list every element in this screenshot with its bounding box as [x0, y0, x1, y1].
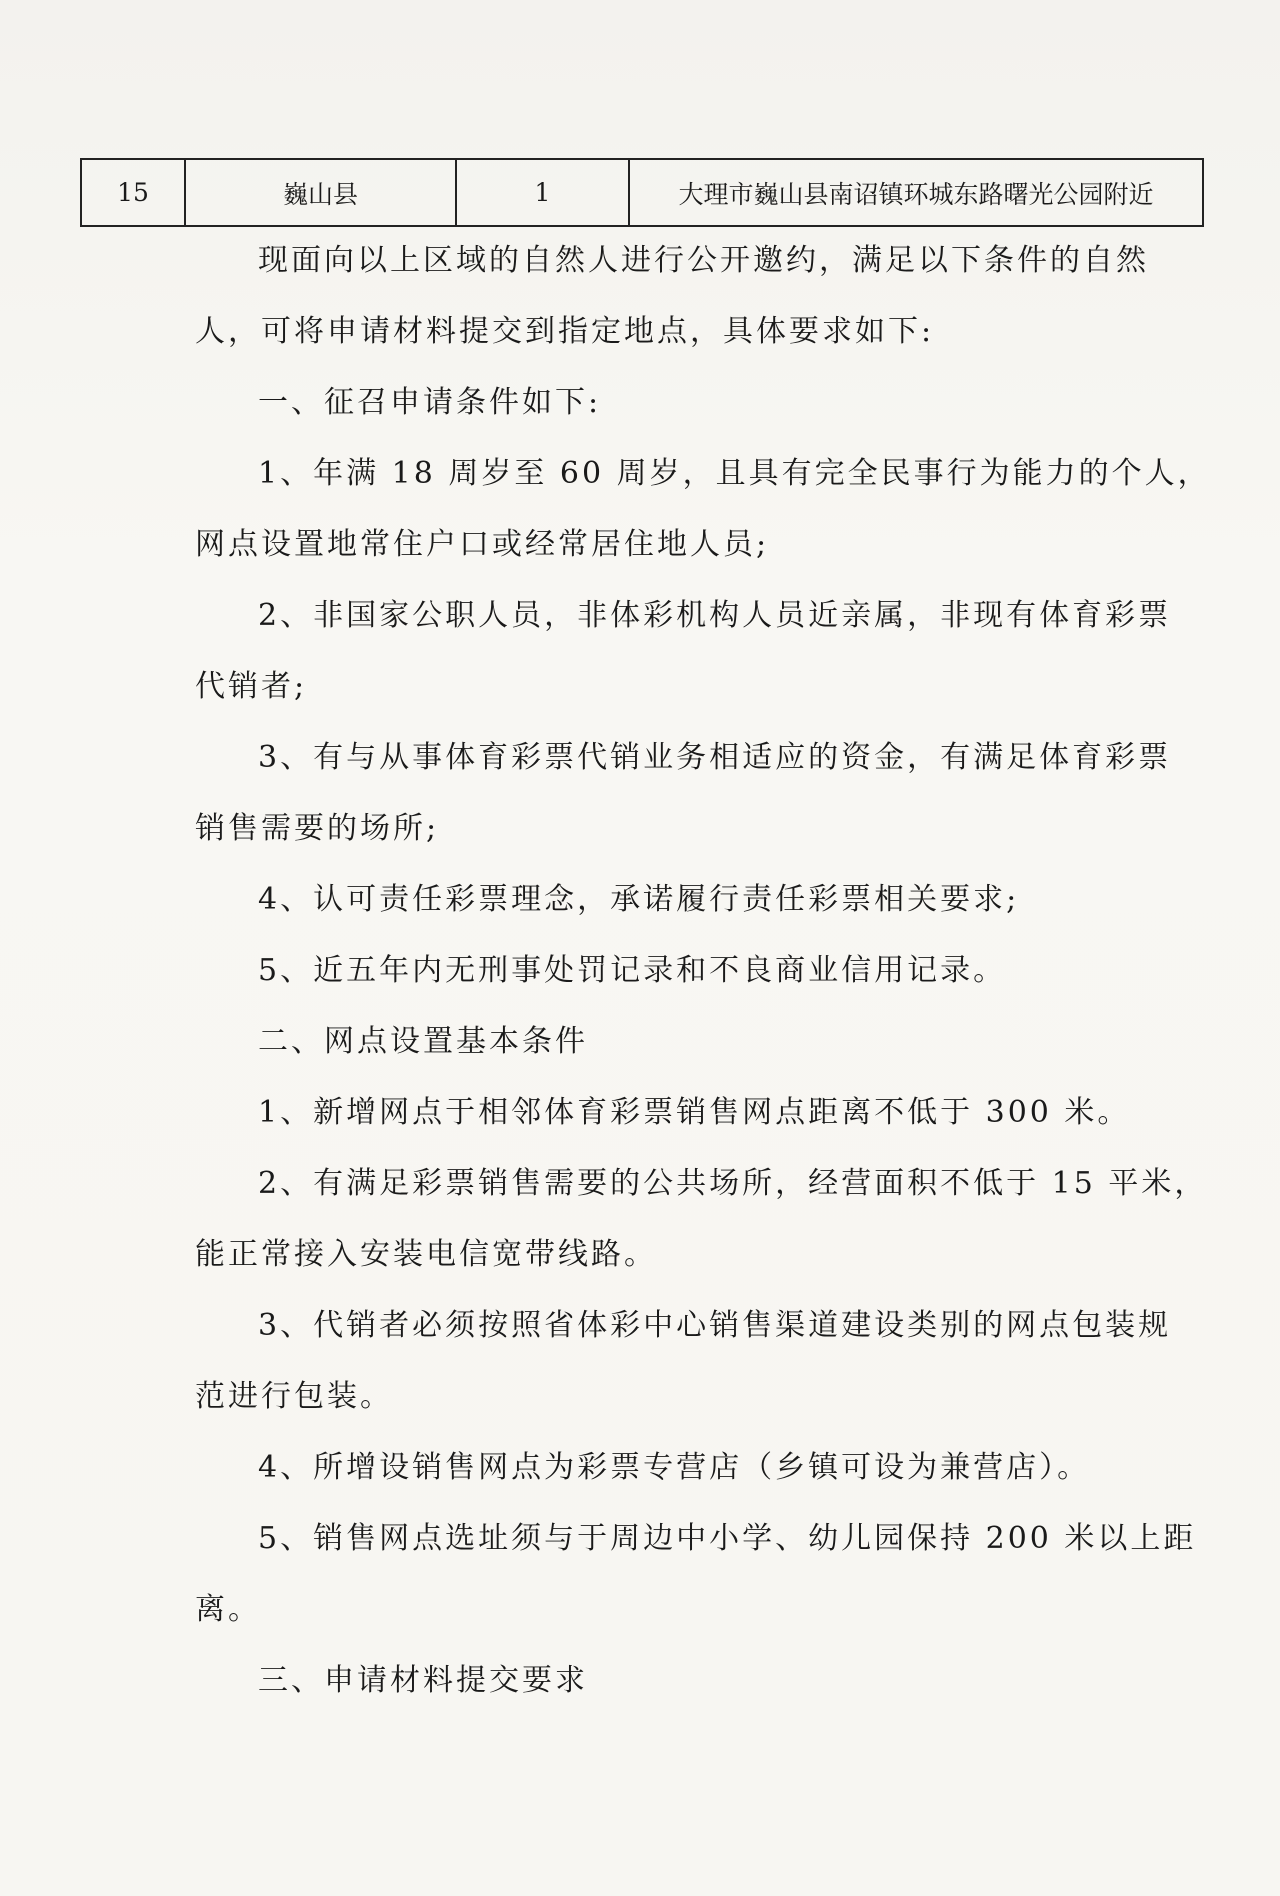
section-heading-1: 一、征召申请条件如下:	[258, 385, 602, 420]
paragraph-line: 销售需要的场所;	[195, 811, 440, 846]
paragraph-line: 4、所增设销售网点为彩票专营店（乡镇可设为兼营店）。	[258, 1450, 1091, 1485]
paragraph-line: 范进行包装。	[195, 1379, 393, 1414]
paragraph-line: 5、近五年内无刑事处罚记录和不良商业信用记录。	[258, 953, 1007, 988]
paragraph-line: 人，可将申请材料提交到指定地点，具体要求如下:	[195, 314, 935, 349]
paragraph-line: 网点设置地常住户口或经常居住地人员;	[195, 527, 770, 562]
row-number-cell: 15	[81, 159, 185, 226]
paragraph-line: 3、有与从事体育彩票代销业务相适应的资金，有满足体育彩票	[258, 740, 1172, 775]
location-table	[80, 158, 1204, 227]
location-cell: 大理市巍山县南诏镇环城东路曙光公园附近	[629, 159, 1203, 226]
paragraph-line: 能正常接入安装电信宽带线路。	[195, 1237, 657, 1272]
paragraph-line: 离。	[195, 1592, 261, 1627]
table-row	[81, 159, 1203, 226]
section-heading-2: 二、网点设置基本条件	[258, 1024, 588, 1059]
paragraph-line: 代销者;	[195, 669, 308, 704]
count-cell: 1	[456, 159, 629, 226]
paragraph-line: 现面向以上区域的自然人进行公开邀约，满足以下条件的自然	[258, 243, 1149, 278]
paragraph-line: 2、有满足彩票销售需要的公共场所，经营面积不低于 15 平米，	[258, 1166, 1208, 1201]
paragraph-line: 1、新增网点于相邻体育彩票销售网点距离不低于 300 米。	[258, 1095, 1131, 1130]
paragraph-line: 2、非国家公职人员，非体彩机构人员近亲属，非现有体育彩票	[258, 598, 1172, 633]
paragraph-line: 1、年满 18 周岁至 60 周岁，且具有完全民事行为能力的个人，	[258, 456, 1211, 491]
paragraph-line: 4、认可责任彩票理念，承诺履行责任彩票相关要求;	[258, 882, 1020, 917]
county-cell: 巍山县	[185, 159, 456, 226]
section-heading-3: 三、申请材料提交要求	[258, 1663, 588, 1698]
paragraph-line: 5、销售网点选址须与于周边中小学、幼儿园保持 200 米以上距	[258, 1521, 1197, 1556]
paragraph-line: 3、代销者必须按照省体彩中心销售渠道建设类别的网点包装规	[258, 1308, 1172, 1343]
